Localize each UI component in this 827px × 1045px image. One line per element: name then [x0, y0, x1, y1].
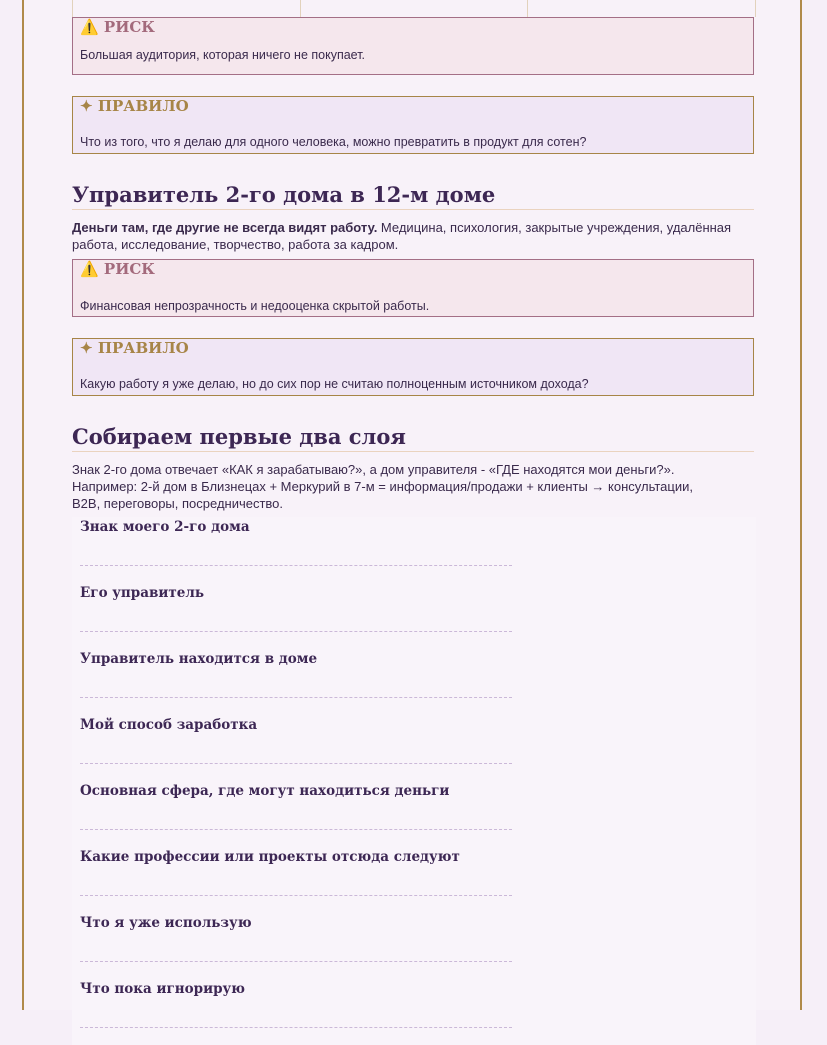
- risk-title: ⚠️ РИСК: [80, 18, 155, 36]
- rule-title: ✦ ПРАВИЛО: [80, 97, 189, 115]
- answer-line[interactable]: [80, 763, 512, 764]
- intro-line: B2B, переговоры, посредничество.: [72, 496, 284, 511]
- rule-text: Что из того, что я делаю для одного человека, можно превратить в продукт для сотен?: [80, 135, 587, 149]
- field-label: Что я уже использую: [80, 915, 252, 931]
- field-label: Знак моего 2-го дома: [80, 519, 250, 535]
- table-cell: [301, 0, 529, 17]
- risk-text: Большая аудитория, которая ничего не покупает.: [80, 48, 366, 62]
- section-intro: [72, 219, 756, 253]
- worksheet-field[interactable]: [72, 913, 756, 979]
- answer-line[interactable]: [80, 829, 512, 830]
- intro-text: Медицина, психология, закрытые учреждения, удалённая работа, исследование, творчество, работа за кадром.: [72, 220, 732, 252]
- field-label: Что пока игнорирую: [80, 981, 246, 997]
- field-label: Основная сфера, где могут находиться деньги: [80, 783, 450, 799]
- worksheet-field[interactable]: [72, 781, 756, 847]
- answer-line[interactable]: [80, 697, 512, 698]
- intro-line: Например: 2-й дом в Близнецах + Меркурий в 7-м = информация/продажи + клиенты → консультации,: [72, 479, 693, 494]
- section-heading: Собираем первые два слоя: [72, 424, 754, 452]
- rule-box: [72, 96, 754, 154]
- intro-line: Знак 2-го дома отвечает «КАК я зарабатываю?», а дом управителя - «ГДЕ находятся мои деньги?».: [72, 462, 675, 477]
- rule-text: Какую работу я уже делаю, но до сих пор не считаю полноценным источником дохода?: [80, 377, 589, 391]
- table-cell: [528, 0, 755, 17]
- worksheet-field[interactable]: [72, 979, 756, 1045]
- warning-icon: ⚠️: [80, 18, 99, 36]
- risk-box: [72, 259, 754, 317]
- field-label: Мой способ заработка: [80, 717, 258, 733]
- risk-title: ⚠️ РИСК: [80, 260, 155, 278]
- worksheet-field[interactable]: [72, 649, 756, 715]
- answer-line[interactable]: [80, 631, 512, 632]
- answer-line[interactable]: [80, 565, 512, 566]
- worksheet-field[interactable]: [72, 517, 756, 583]
- field-label: Какие профессии или проекты отсюда следуют: [80, 849, 460, 865]
- section-heading: Управитель 2-го дома в 12-м доме: [72, 182, 754, 210]
- answer-line[interactable]: [80, 1027, 512, 1028]
- worksheet-field[interactable]: [72, 715, 756, 781]
- warning-icon: ⚠️: [80, 260, 99, 278]
- sparkle-icon: ✦: [80, 339, 93, 357]
- answer-line[interactable]: [80, 895, 512, 896]
- rule-title: ✦ ПРАВИЛО: [80, 339, 189, 357]
- sparkle-icon: ✦: [80, 97, 93, 115]
- section-intro: [72, 461, 756, 512]
- rule-box: [72, 338, 754, 396]
- answer-line[interactable]: [80, 961, 512, 962]
- worksheet-field[interactable]: [72, 583, 756, 649]
- field-label: Его управитель: [80, 585, 205, 601]
- worksheet-field[interactable]: [72, 847, 756, 913]
- table-cell: [73, 0, 301, 17]
- risk-box: [72, 17, 754, 75]
- previous-table-bottom: [72, 0, 756, 17]
- risk-text: Финансовая непрозрачность и недооценка скрытой работы.: [80, 299, 430, 313]
- intro-bold: Деньги там, где другие не всегда видят работу.: [72, 220, 378, 235]
- field-label: Управитель находится в доме: [80, 651, 318, 667]
- workbook-page: [22, 0, 802, 1010]
